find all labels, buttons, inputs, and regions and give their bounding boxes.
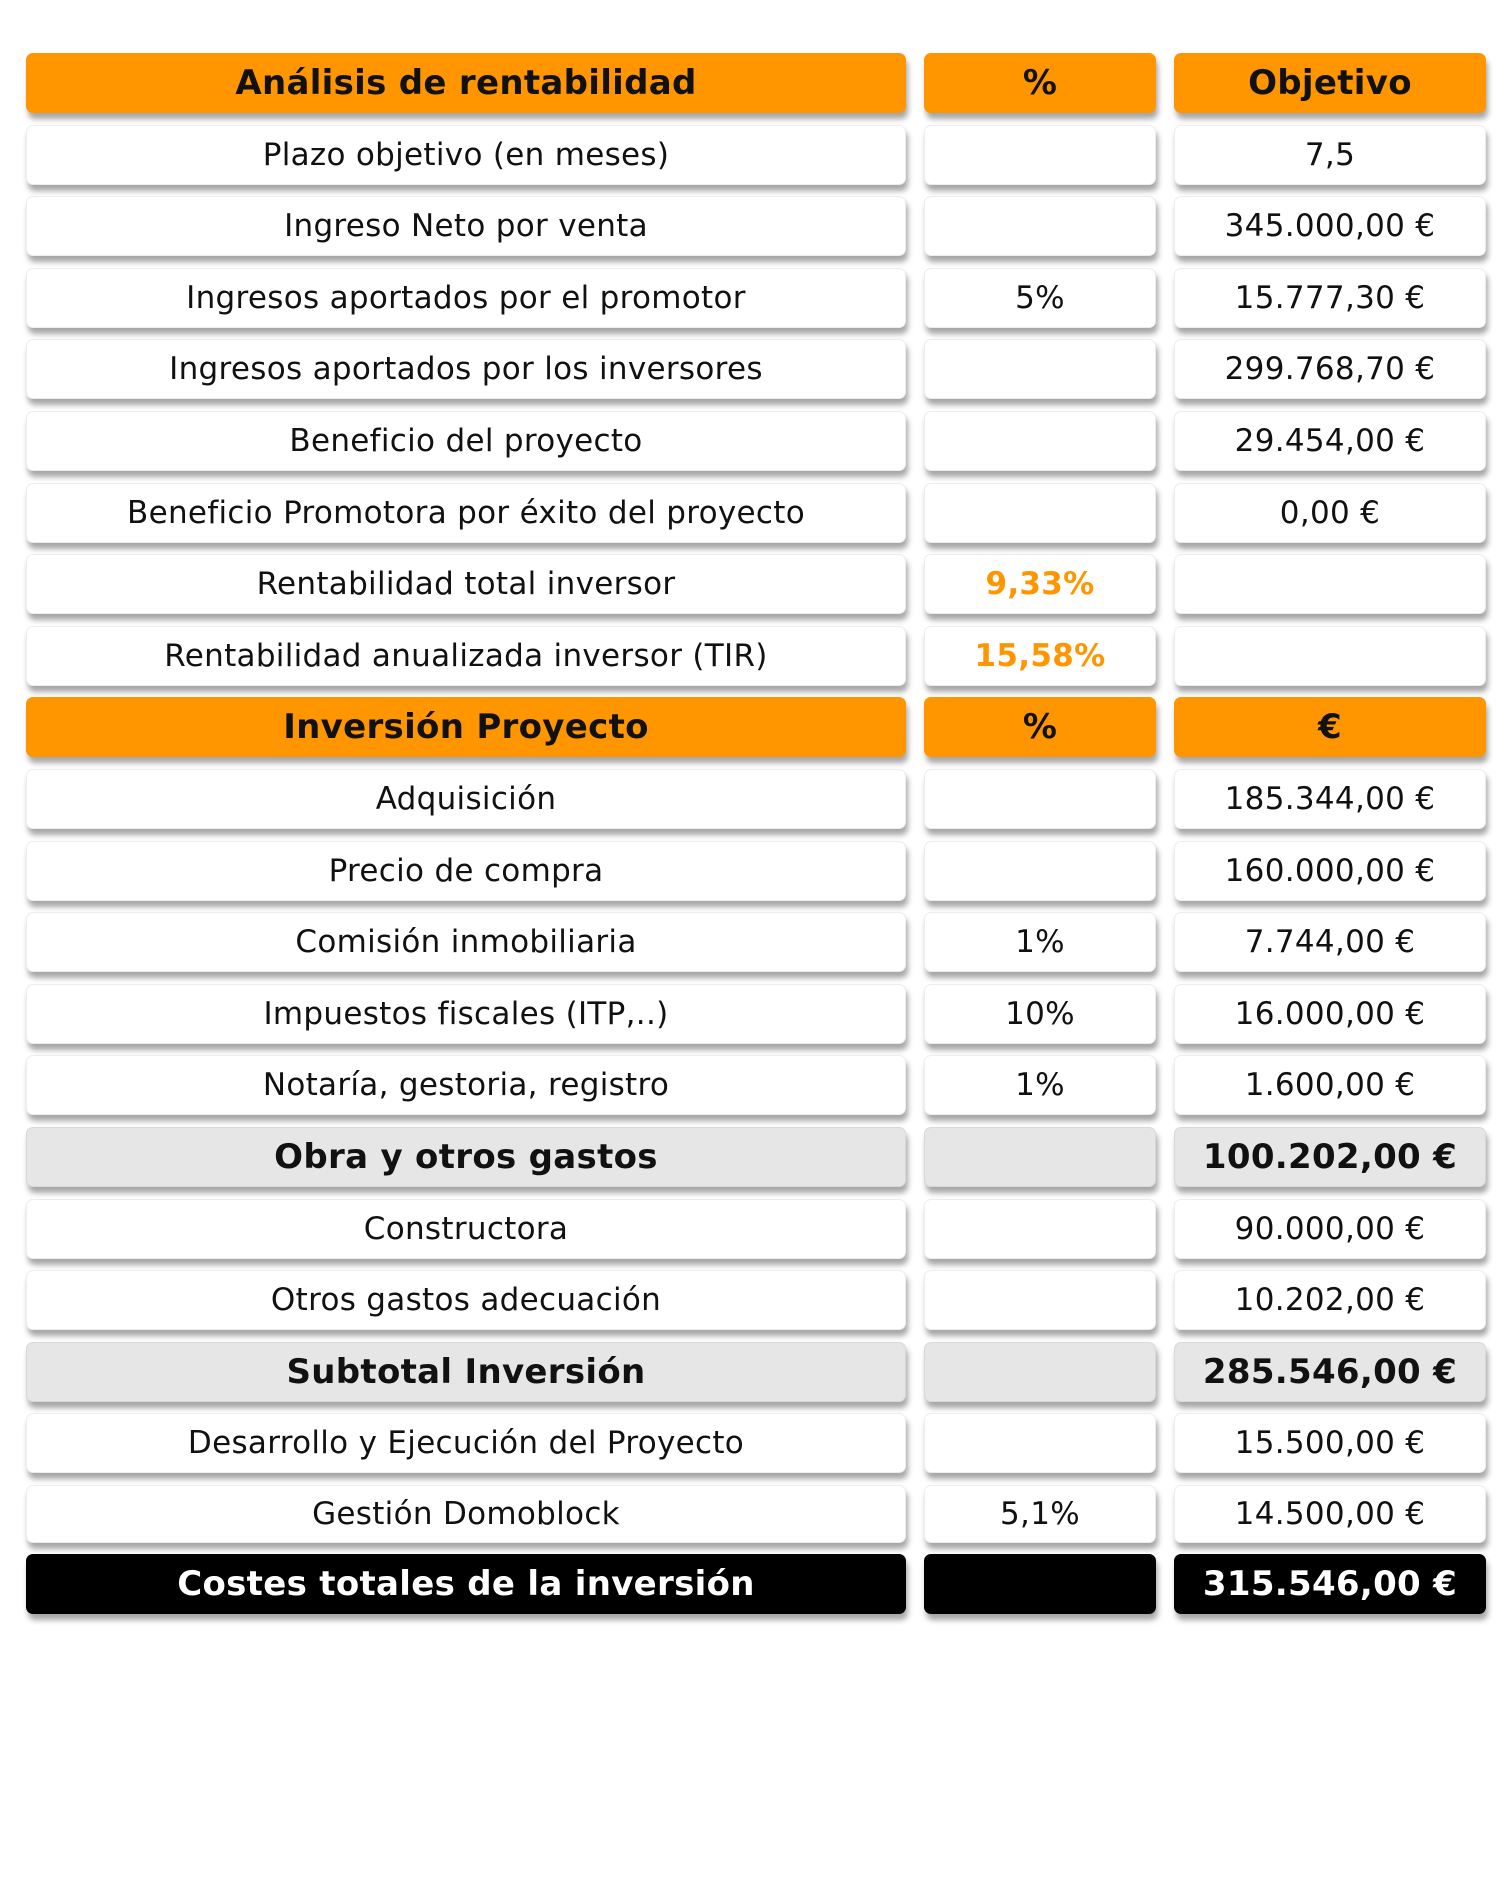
- table-row: [26, 912, 1486, 972]
- row-value: 15.500,00 €: [1174, 1413, 1486, 1473]
- investment-subtotal-label: Subtotal Inversión: [26, 1342, 906, 1402]
- row-value: 15.777,30 €: [1174, 268, 1486, 328]
- total-cost-row: [26, 1554, 1486, 1614]
- row-value: 90.000,00 €: [1174, 1199, 1486, 1259]
- row-value: 16.000,00 €: [1174, 984, 1486, 1044]
- annualized-return-pct: 15,58%: [924, 626, 1156, 686]
- row-pct: [924, 1199, 1156, 1259]
- table-row: [26, 554, 1486, 614]
- row-pct: [924, 196, 1156, 256]
- total-cost-label: Costes totales de la inversión: [26, 1554, 906, 1614]
- table-row: [26, 1413, 1486, 1473]
- total-return-pct: 9,33%: [924, 554, 1156, 614]
- row-label: Precio de compra: [26, 841, 906, 901]
- analysis-header-row: [26, 53, 1486, 113]
- row-value: 160.000,00 €: [1174, 841, 1486, 901]
- row-value: 7.744,00 €: [1174, 912, 1486, 972]
- row-pct: [924, 483, 1156, 543]
- row-label: Notaría, gestoria, registro: [26, 1055, 906, 1115]
- row-label: Beneficio Promotora por éxito del proyecto: [26, 483, 906, 543]
- row-value: 185.344,00 €: [1174, 769, 1486, 829]
- analysis-header-label: Análisis de rentabilidad: [26, 53, 906, 113]
- row-label: Impuestos fiscales (ITP,..): [26, 984, 906, 1044]
- row-pct: [924, 411, 1156, 471]
- row-label: Comisión inmobiliaria: [26, 912, 906, 972]
- row-value: [1174, 626, 1486, 686]
- table-row: [26, 769, 1486, 829]
- profitability-table: [26, 53, 1486, 1626]
- investment-subtotal-row: [26, 1342, 1486, 1402]
- table-row: [26, 626, 1486, 686]
- row-label: Ingreso Neto por venta: [26, 196, 906, 256]
- table-row: [26, 984, 1486, 1044]
- row-value: 1.600,00 €: [1174, 1055, 1486, 1115]
- investment-header-label: Inversión Proyecto: [26, 697, 906, 757]
- table-row: [26, 1270, 1486, 1330]
- row-label: Ingresos aportados por el promotor: [26, 268, 906, 328]
- row-pct: [924, 769, 1156, 829]
- row-value: 0,00 €: [1174, 483, 1486, 543]
- row-label: Rentabilidad anualizada inversor (TIR): [26, 626, 906, 686]
- works-subtotal-value: 100.202,00 €: [1174, 1127, 1486, 1187]
- investment-header-value: €: [1174, 697, 1486, 757]
- row-value: 345.000,00 €: [1174, 196, 1486, 256]
- table-row: [26, 339, 1486, 399]
- works-subtotal-label: Obra y otros gastos: [26, 1127, 906, 1187]
- row-pct: [924, 125, 1156, 185]
- investment-subtotal-value: 285.546,00 €: [1174, 1342, 1486, 1402]
- table-row: [26, 841, 1486, 901]
- row-label: Adquisición: [26, 769, 906, 829]
- table-row: [26, 268, 1486, 328]
- row-value: 14.500,00 €: [1174, 1485, 1486, 1543]
- row-label: Ingresos aportados por los inversores: [26, 339, 906, 399]
- row-value: 299.768,70 €: [1174, 339, 1486, 399]
- works-subtotal-row: [26, 1127, 1486, 1187]
- row-pct: 1%: [924, 912, 1156, 972]
- row-value: 7,5: [1174, 125, 1486, 185]
- table-row: [26, 196, 1486, 256]
- row-label: Gestión Domoblock: [26, 1485, 906, 1543]
- table-row: [26, 125, 1486, 185]
- table-row: [26, 1199, 1486, 1259]
- row-value: 29.454,00 €: [1174, 411, 1486, 471]
- row-pct: [924, 1413, 1156, 1473]
- row-pct: [924, 1270, 1156, 1330]
- row-label: Otros gastos adecuación: [26, 1270, 906, 1330]
- row-label: Beneficio del proyecto: [26, 411, 906, 471]
- table-row: [26, 1485, 1486, 1543]
- investment-subtotal-pct: [924, 1342, 1156, 1402]
- row-pct: 1%: [924, 1055, 1156, 1115]
- investment-header-pct: %: [924, 697, 1156, 757]
- row-pct: [924, 841, 1156, 901]
- row-label: Constructora: [26, 1199, 906, 1259]
- row-pct: 5%: [924, 268, 1156, 328]
- row-label: Rentabilidad total inversor: [26, 554, 906, 614]
- row-label: Plazo objetivo (en meses): [26, 125, 906, 185]
- total-cost-value: 315.546,00 €: [1174, 1554, 1486, 1614]
- works-subtotal-pct: [924, 1127, 1156, 1187]
- analysis-header-pct: %: [924, 53, 1156, 113]
- table-row: [26, 1055, 1486, 1115]
- table-row: [26, 483, 1486, 543]
- row-pct: [924, 339, 1156, 399]
- total-cost-pct: [924, 1554, 1156, 1614]
- row-label: Desarrollo y Ejecución del Proyecto: [26, 1413, 906, 1473]
- row-pct: 10%: [924, 984, 1156, 1044]
- row-pct: 5,1%: [924, 1485, 1156, 1543]
- row-value: 10.202,00 €: [1174, 1270, 1486, 1330]
- row-value: [1174, 554, 1486, 614]
- table-row: [26, 411, 1486, 471]
- investment-header-row: [26, 697, 1486, 757]
- analysis-header-value: Objetivo: [1174, 53, 1486, 113]
